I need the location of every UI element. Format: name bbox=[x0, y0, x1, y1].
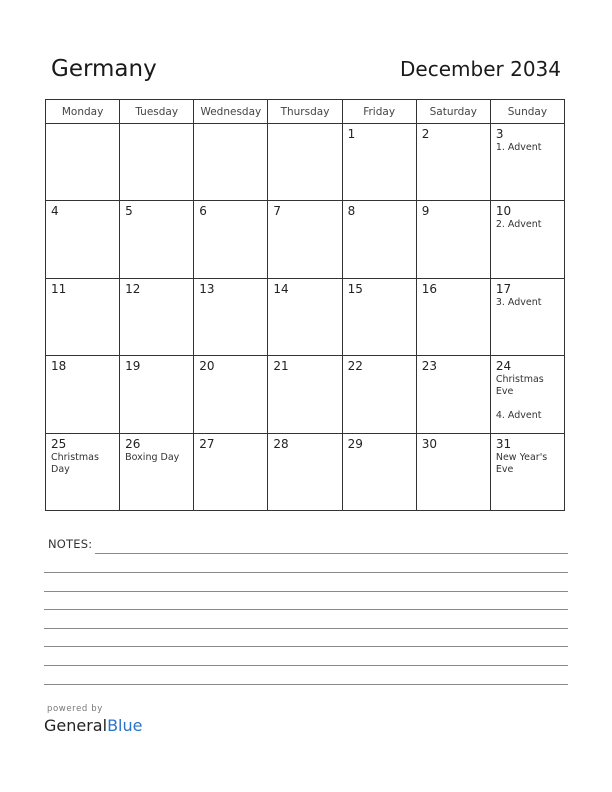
day-number: 10 bbox=[495, 204, 512, 219]
day-cell bbox=[268, 124, 342, 201]
day-number: 2 bbox=[421, 127, 430, 141]
day-cell bbox=[342, 433, 416, 510]
holiday-label: Boxing Day bbox=[125, 451, 180, 463]
notes-line bbox=[44, 572, 568, 573]
holiday-label: 3. Advent bbox=[495, 296, 542, 308]
day-number: 21 bbox=[273, 359, 289, 374]
day-number: 3 bbox=[495, 127, 504, 141]
day-cell bbox=[120, 124, 194, 201]
holiday-label: New Year's Eve bbox=[495, 451, 548, 475]
day-cell bbox=[194, 201, 268, 278]
day-cell bbox=[46, 201, 120, 278]
generalblue-logo bbox=[44, 716, 142, 736]
day-number: 11 bbox=[51, 281, 67, 296]
notes-line bbox=[44, 646, 568, 647]
day-number: 19 bbox=[125, 359, 141, 374]
day-cell bbox=[120, 356, 194, 433]
day-number: 1 bbox=[347, 127, 356, 141]
day-cell bbox=[490, 201, 564, 278]
weekday-header-row bbox=[46, 100, 565, 124]
notes-line bbox=[44, 684, 568, 685]
day-number: 30 bbox=[421, 436, 437, 451]
day-cell bbox=[194, 433, 268, 510]
powered-by-text: powered by bbox=[47, 704, 103, 714]
weekday-header: Saturday bbox=[416, 100, 490, 124]
day-number: 7 bbox=[273, 204, 282, 219]
day-cell bbox=[490, 278, 564, 355]
day-cell bbox=[46, 356, 120, 433]
notes-line bbox=[44, 591, 568, 592]
week-row bbox=[46, 433, 565, 510]
day-cell bbox=[490, 356, 564, 433]
day-number: 20 bbox=[199, 359, 215, 374]
holiday-label: 2. Advent bbox=[495, 219, 542, 231]
day-cell bbox=[268, 356, 342, 433]
notes-line bbox=[95, 553, 568, 554]
brand-general: General bbox=[44, 716, 108, 735]
day-number: 18 bbox=[51, 359, 67, 374]
day-cell bbox=[416, 124, 490, 201]
day-cell bbox=[120, 433, 194, 510]
day-cell bbox=[194, 124, 268, 201]
day-cell bbox=[416, 278, 490, 355]
week-row bbox=[46, 201, 565, 278]
day-number: 8 bbox=[347, 204, 356, 219]
weekday-header: Friday bbox=[342, 100, 416, 124]
day-cell bbox=[342, 278, 416, 355]
day-number: 28 bbox=[273, 436, 289, 451]
holiday-label: Christmas Eve bbox=[495, 374, 544, 398]
day-number: 5 bbox=[125, 204, 133, 219]
day-number: 26 bbox=[125, 436, 141, 451]
holiday-label: 4. Advent bbox=[495, 410, 542, 422]
calendar-grid bbox=[45, 99, 565, 511]
country-title: Germany bbox=[51, 56, 157, 82]
week-row bbox=[46, 278, 565, 355]
day-number: 16 bbox=[421, 281, 437, 296]
notes-line bbox=[44, 628, 568, 629]
day-cell bbox=[490, 433, 564, 510]
weekday-header: Thursday bbox=[268, 100, 342, 124]
day-cell bbox=[342, 124, 416, 201]
weekday-header: Sunday bbox=[490, 100, 564, 124]
day-number: 13 bbox=[199, 281, 215, 296]
calendar-body bbox=[46, 124, 565, 511]
day-number: 9 bbox=[421, 204, 430, 219]
holiday-label: Christmas Day bbox=[51, 451, 99, 475]
day-cell bbox=[268, 433, 342, 510]
holiday-label: 1. Advent bbox=[495, 142, 542, 153]
day-number: 15 bbox=[347, 281, 363, 296]
day-cell bbox=[46, 124, 120, 201]
day-cell bbox=[120, 278, 194, 355]
weekday-header: Monday bbox=[46, 100, 120, 124]
notes-label: NOTES: bbox=[48, 537, 93, 551]
day-number: 6 bbox=[199, 204, 207, 219]
day-cell bbox=[342, 201, 416, 278]
day-cell bbox=[416, 201, 490, 278]
notes-line bbox=[44, 665, 568, 666]
day-cell bbox=[268, 201, 342, 278]
day-cell bbox=[490, 124, 564, 201]
day-number: 23 bbox=[421, 359, 437, 374]
day-number: 14 bbox=[273, 281, 289, 296]
day-number: 25 bbox=[51, 436, 67, 451]
day-number: 17 bbox=[495, 281, 512, 296]
brand-blue: Blue bbox=[107, 716, 143, 735]
day-cell bbox=[194, 356, 268, 433]
day-cell bbox=[416, 356, 490, 433]
weekday-header: Tuesday bbox=[120, 100, 194, 124]
month-year-title: December 2034 bbox=[400, 57, 561, 81]
day-number: 12 bbox=[125, 281, 141, 296]
day-number: 31 bbox=[495, 436, 512, 451]
day-number: 29 bbox=[347, 436, 363, 451]
day-cell bbox=[416, 433, 490, 510]
day-cell bbox=[46, 278, 120, 355]
day-cell bbox=[194, 278, 268, 355]
day-number: 22 bbox=[347, 359, 363, 374]
weekday-header: Wednesday bbox=[194, 100, 268, 124]
day-number: 27 bbox=[199, 436, 215, 451]
day-cell bbox=[120, 201, 194, 278]
day-cell bbox=[268, 278, 342, 355]
day-number: 24 bbox=[495, 359, 512, 374]
week-row bbox=[46, 356, 565, 433]
day-number: 4 bbox=[51, 204, 59, 219]
week-row bbox=[46, 124, 565, 201]
day-cell bbox=[46, 433, 120, 510]
notes-line bbox=[44, 609, 568, 610]
day-cell bbox=[342, 356, 416, 433]
